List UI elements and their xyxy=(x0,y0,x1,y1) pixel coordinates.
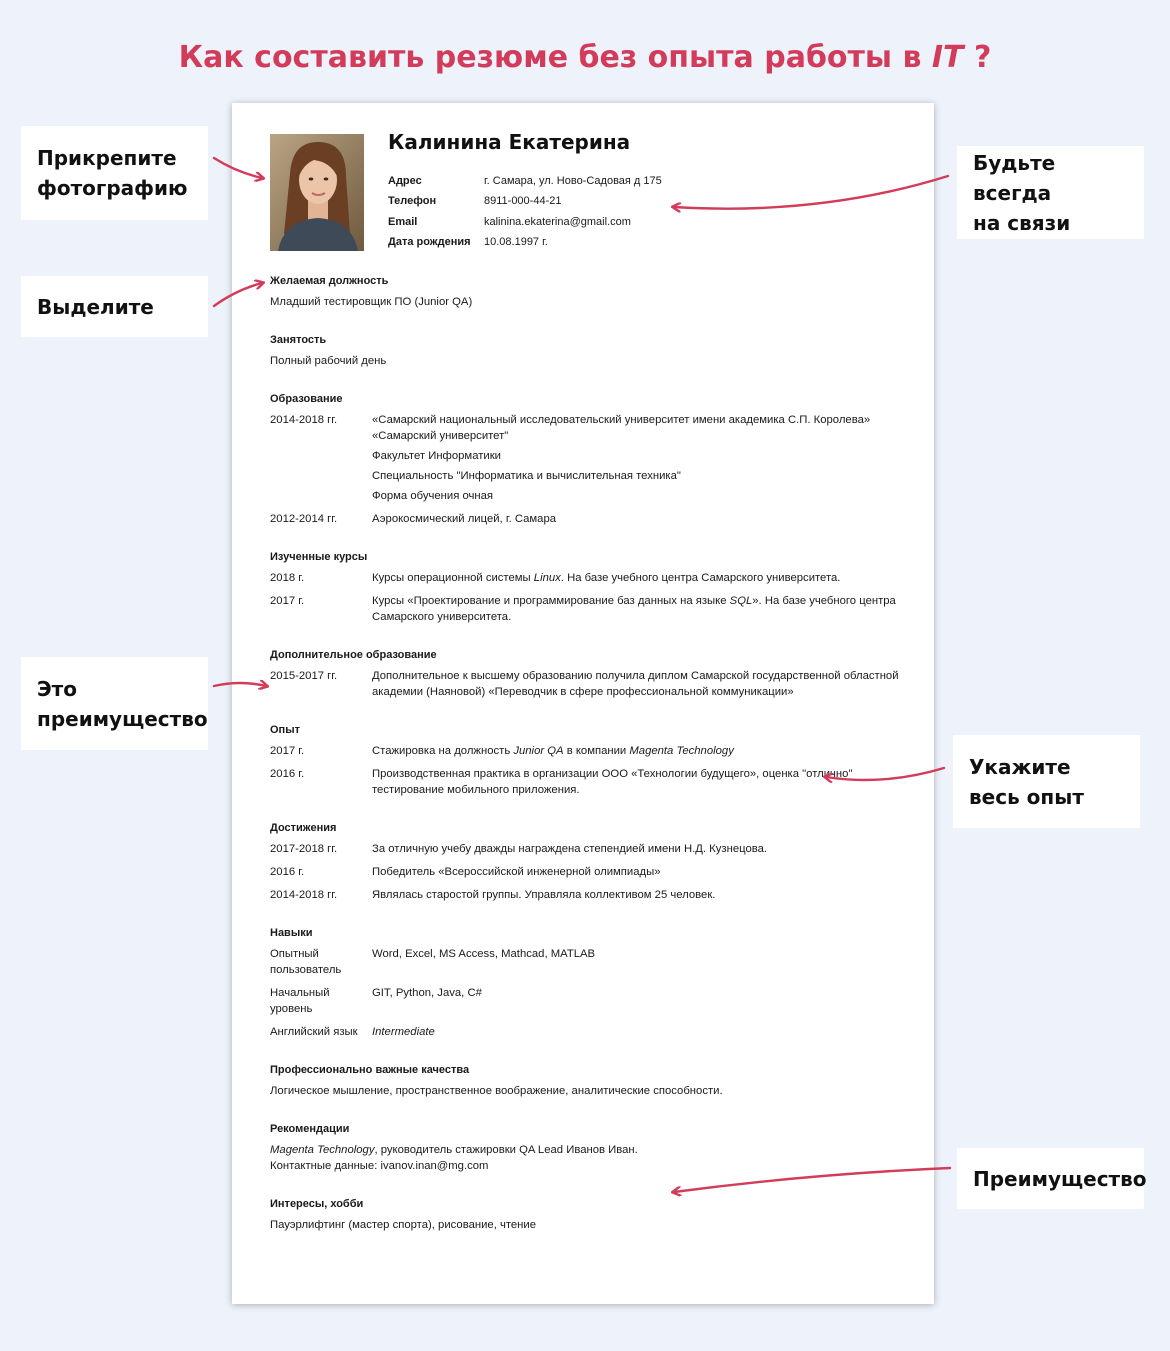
callout-advantage: Это преимущество xyxy=(21,657,208,750)
section-heading: Дополнительное образование xyxy=(270,649,437,661)
contact-row-birthdate: Дата рождения 10.08.1997 г. xyxy=(388,235,548,248)
section-heading: Изученные курсы xyxy=(270,551,368,563)
education-detail: Форма обучения очная xyxy=(372,490,494,502)
course-row: 2017 г. Курсы «Проектирование и программирование баз данных на языке SQL». На базе учебного центра Самарского университета. xyxy=(270,595,896,623)
experience-row: 2016 г. Производственная практика в организации ООО «Технологии будущего», оценка "отлично" тестирование мобильного приложения. xyxy=(270,768,853,796)
arrow-contact xyxy=(674,176,948,209)
position-value: Младший тестировщик ПО (Junior QA) xyxy=(270,296,473,308)
contact-row-address: Адрес г. Самара, ул. Ново-Садовая д 175 xyxy=(388,175,662,187)
section-heading: Желаемая должность xyxy=(270,275,389,287)
qualities-value: Логическое мышление, пространственное воображение, аналитические способности. xyxy=(270,1085,723,1097)
skill-row: Английский язык Intermediate xyxy=(270,1026,435,1038)
section-heading: Занятость xyxy=(270,334,327,346)
arrow-experience xyxy=(826,768,944,780)
achievement-row: 2014-2018 гг. Являлась старостой группы. Управляла коллективом 25 человек. xyxy=(270,889,716,901)
hobbies-value: Пауэрлифтинг (мастер спорта), рисование, чтение xyxy=(270,1219,537,1231)
arrow-photo xyxy=(214,158,262,178)
callout-contact: Будьте всегда на связи xyxy=(957,146,1144,239)
arrow-benefit xyxy=(674,1168,950,1192)
page-title: Как составить резюме без опыта работы в IT ? xyxy=(178,40,992,75)
section-heading: Интересы, хобби xyxy=(270,1198,364,1210)
employment-value: Полный рабочий день xyxy=(270,355,387,367)
achievement-row: 2016 г. Победитель «Всероссийской инженерной олимпиады» xyxy=(270,866,661,878)
skill-row: Опытный пользователь Word, Excel, MS Access, Mathcad, MATLAB xyxy=(270,948,596,976)
section-heading: Образование xyxy=(270,393,343,405)
callout-highlight: Выделите xyxy=(21,276,208,337)
education-detail: Факультет Информатики xyxy=(372,450,501,462)
callout-photo: Прикрепите фотографию xyxy=(21,126,208,220)
section-heading: Достижения xyxy=(270,822,337,834)
callout-benefit: Преимущество xyxy=(957,1148,1144,1209)
section-heading: Опыт xyxy=(270,724,300,736)
section-heading: Профессионально важные качества xyxy=(270,1064,470,1076)
contact-row-email: Email kalinina.ekaterina@gmail.com xyxy=(388,215,631,228)
section-heading: Навыки xyxy=(270,927,313,939)
education-row: 2014-2018 гг. «Самарский национальный исследовательский университет имени академика С.П. Королева» «Самарский университет" xyxy=(270,414,871,442)
experience-row: 2017 г. Стажировка на должность Junior QA в компании Magenta Technology xyxy=(270,745,734,757)
callout-experience: Укажите весь опыт xyxy=(953,735,1140,828)
arrow-highlight xyxy=(214,283,262,306)
arrow-advantage xyxy=(214,683,266,686)
course-row: 2018 г. Курсы операционной системы Linux. На базе учебного центра Самарского университета. xyxy=(270,572,841,584)
extra-education-row: 2015-2017 гг. Дополнительное к высшему образованию получила диплом Самарской государственной областной академии (Наяновой) «Переводчик в сфере профессиональной коммуникации» xyxy=(270,670,899,698)
candidate-name: Калинина Екатерина xyxy=(388,130,631,154)
achievement-row: 2017-2018 гг. За отличную учебу дважды награждена степендией имени Н.Д. Кузнецова. xyxy=(270,843,768,855)
recommendation-line: Magenta Technology, руководитель стажировки QA Lead Иванов Иван. xyxy=(270,1144,638,1156)
skill-row: Начальный уровень GIT, Python, Java, C# xyxy=(270,987,482,1015)
education-row: 2012-2014 гг. Аэрокосмический лицей, г. Самара xyxy=(270,513,557,525)
section-heading: Рекомендации xyxy=(270,1123,350,1135)
education-detail: Специальность "Информатика и вычислительная техника" xyxy=(372,470,681,482)
contact-row-phone: Телефон 8911-000-44-21 xyxy=(388,195,562,208)
recommendation-contact: Контактные данные: ivanov.inan@mg.com xyxy=(270,1160,489,1172)
